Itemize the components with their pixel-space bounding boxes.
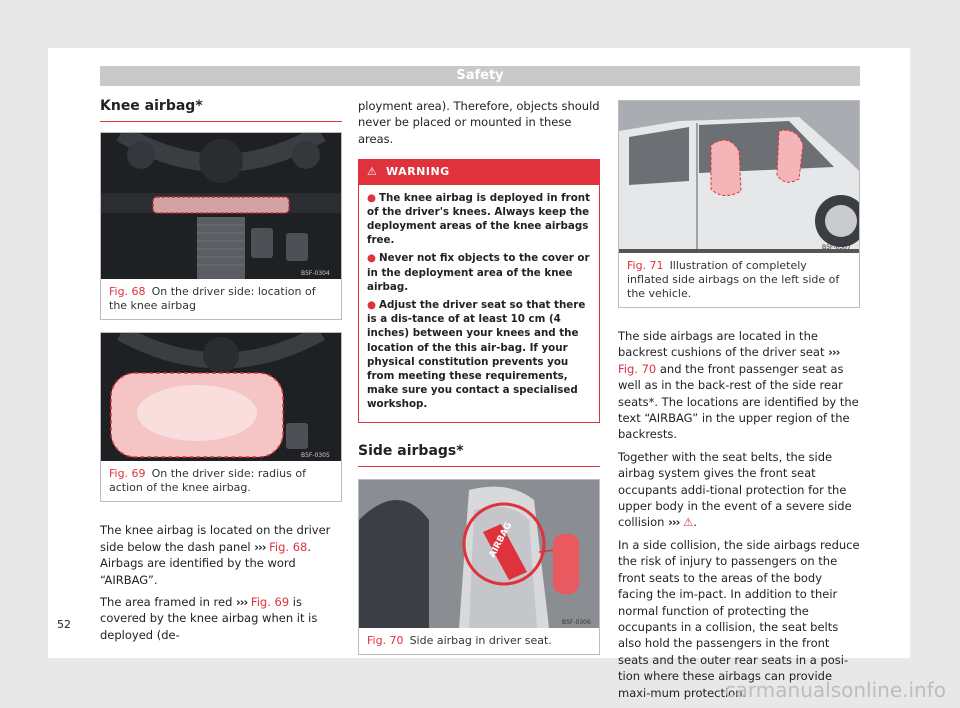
paragraph: In a side collision, the side airbags reduce the risk of injury to passengers on the front seats to the areas of the body facing the im-pact. In addition to their normal function of protecting the occupants in a collision, the seat belts also hold the passengers in the front seats and the outer rear seats in a posi-tion where these airbags can provide maxi-mum protection.	[618, 537, 860, 700]
bullet-icon: ●	[367, 252, 376, 265]
bullet-icon: ●	[367, 191, 376, 204]
text: . Airbags are identified by the word “AIRBAG”.	[100, 539, 312, 587]
figure-69	[100, 332, 342, 502]
warning-item: ● Adjust the driver seat so that there is a dis-tance of at least 10 cm (4 inches) between your knees and the location of the this air-bag. If your physical constitution prevents you from meeting these requirements, make sure you contact a specialised workshop.	[367, 299, 586, 411]
figure-68	[100, 132, 342, 320]
warning-body	[359, 185, 599, 422]
figure-70	[358, 479, 600, 655]
figure-70-caption	[359, 628, 599, 654]
knee-airbag-radius-image	[101, 333, 341, 461]
text: The area framed in red	[100, 595, 237, 610]
figure-69-caption	[101, 461, 341, 501]
warning-box	[358, 159, 600, 422]
paragraph: ployment area). Therefore, objects should never be placed or mounted in these areas.	[358, 99, 600, 146]
right-column	[618, 100, 860, 707]
figure-number: Fig. 69	[109, 467, 146, 481]
caption-text: Illustration of completely inflated side airbags on the left side of the vehicle.	[627, 259, 840, 300]
warning-header	[359, 160, 599, 184]
caption-text: On the driver side: radius of action of the knee airbag.	[109, 467, 306, 495]
text: .	[693, 515, 697, 530]
text: The side airbags are located in the backrest cushions of the driver seat	[618, 329, 829, 360]
text: The knee airbag is located on the driver side below the dash panel	[100, 523, 331, 554]
figure-71-caption	[619, 253, 859, 307]
left-column	[100, 98, 342, 649]
caption-text: Side airbag in driver seat.	[409, 634, 552, 648]
figure-number: Fig. 68	[109, 285, 146, 299]
figure-link[interactable]: ››› Fig. 70	[618, 345, 840, 376]
figure-code: B5F-0307	[822, 244, 851, 251]
figure-link[interactable]: ››› Fig. 68	[254, 539, 308, 554]
watermark: carmanualsonline.info	[724, 678, 946, 702]
figure-number: Fig. 70	[367, 634, 404, 648]
warning-label: WARNING	[386, 165, 450, 179]
figure-number: Fig. 71	[627, 259, 664, 272]
paragraph	[618, 449, 860, 531]
middle-column	[358, 98, 600, 655]
section-title-knee-airbag: Knee airbag*	[100, 98, 342, 122]
text: is covered by the knee airbag when it is deployed (de-	[100, 595, 318, 642]
warning-triangle-icon: ⚠	[683, 515, 694, 530]
section-title-side-airbags: Side airbags*	[358, 443, 600, 467]
caption-text: On the driver side: location of the knee airbag	[109, 285, 316, 313]
paragraph	[100, 594, 342, 643]
bullet-icon: ●	[367, 299, 376, 312]
figure-71	[618, 100, 860, 308]
warning-item: ● Never not fix objects to the cover or in the deployment area of the knee airbag.	[367, 252, 590, 293]
side-airbags-car-image	[619, 101, 859, 253]
paragraph	[100, 522, 342, 588]
figure-code: B5F-0304	[301, 270, 330, 278]
figure-code: B5F-0305	[301, 452, 330, 460]
text: Together with the seat belts, the side airbag system gives the front seat occupants addi-tional protection for the upper body in the event of a severe side collision	[618, 449, 852, 530]
figure-link[interactable]: ››› Fig. 69	[236, 595, 290, 610]
knee-airbag-location-image	[101, 133, 341, 279]
warning-icon: ⚠	[367, 165, 378, 179]
figure-68-caption	[101, 279, 341, 319]
page-number: 52	[57, 618, 71, 631]
text: and the front passenger seat as well as in the back-rest of the side rear seats*. The locations are identified by the text “AIRBAG” in the upper region of the backrests.	[618, 361, 859, 442]
figure-code: B5F-0306	[562, 619, 591, 627]
warning-link[interactable]: ››› ⚠	[668, 515, 694, 530]
side-airbag-seat-image	[359, 480, 599, 628]
airbag-label: AIRBAG	[487, 521, 515, 560]
warning-item: ● The knee airbag is deployed in front of the driver's knees. Always keep the deployment areas of the knee airbags free.	[367, 191, 591, 247]
page-header: Safety	[100, 66, 860, 86]
paragraph	[618, 328, 860, 443]
